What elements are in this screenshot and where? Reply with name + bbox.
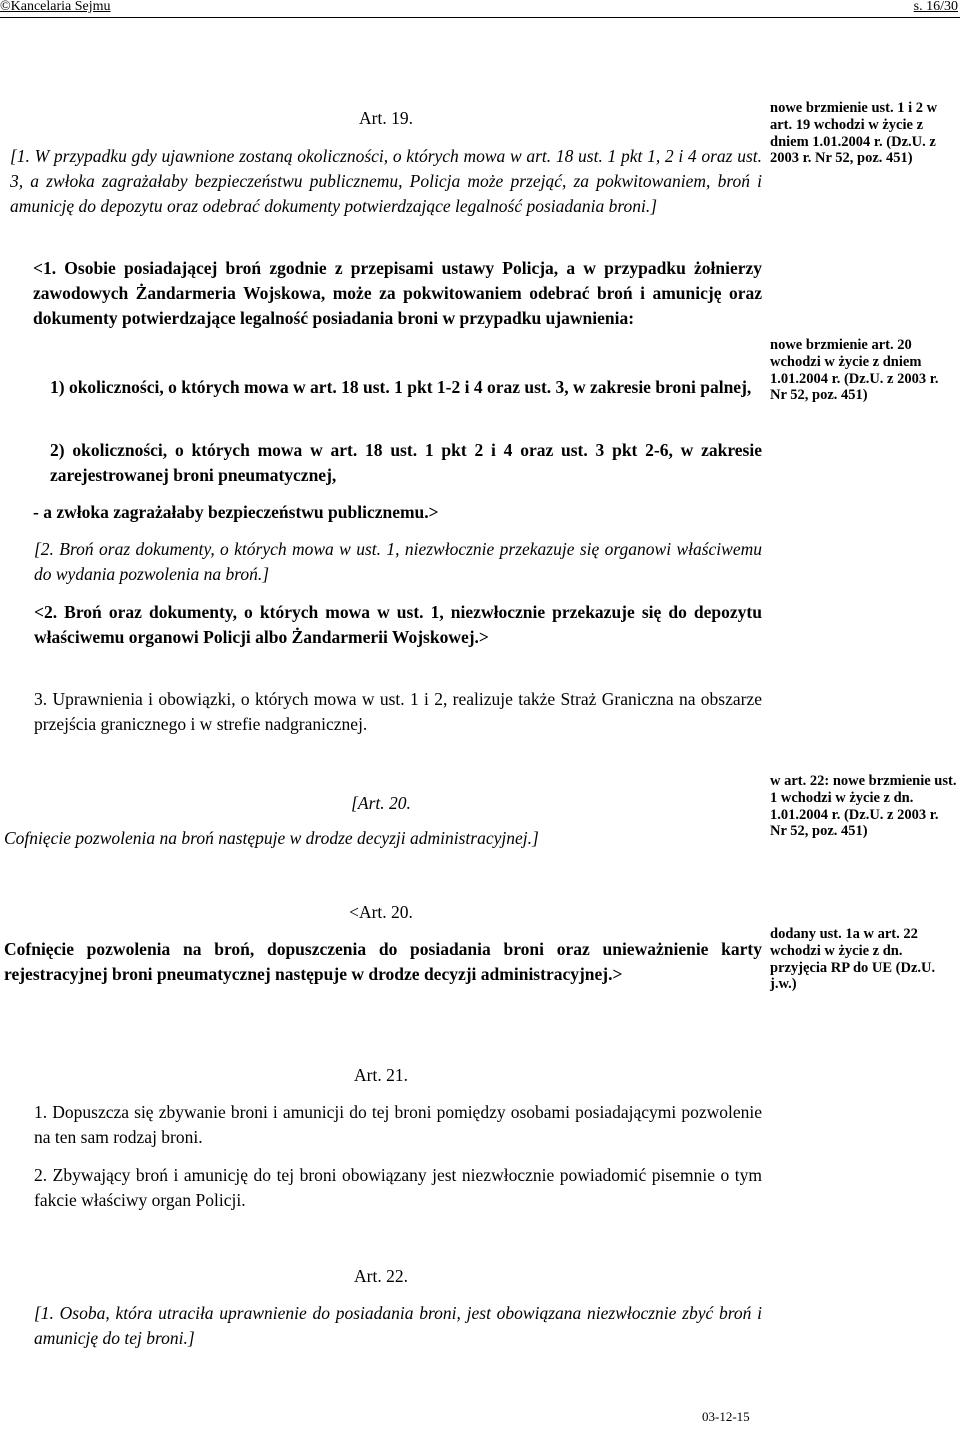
art20-text-new: Cofnięcie pozwolenia na broń, dopuszczenia do posiadania broni oraz unieważnienie karty rejestracyjnej broni pneumatycznej następuje w drodze decyzji administracyjnej.>	[4, 939, 762, 984]
art19-ust1-old: [1. W przypadku gdy ujawnione zostaną okoliczności, o których mowa w art. 18 ust. 1 pkt 1, 2 i 4 oraz ust. 3, a zwłoka zagrażałaby bezpieczeństwu publicznemu, Policja może przejąć, za pokwitowaniem, broń i amunicję do depozytu oraz odebrać dokumenty potwierdzające legalność posiadania broni.]	[10, 146, 762, 216]
art20-heading-new: <Art. 20.	[349, 902, 413, 922]
art19-ust3: 3. Uprawnienia i obowiązki, o których mowa w ust. 1 i 2, realizuje także Straż Graniczna na obszarze przejścia granicznego i w strefie nadgranicznej.	[34, 689, 762, 734]
art19-ust1-end: - a zwłoka zagrażałaby bezpieczeństwu publicznemu.>	[33, 502, 439, 522]
art19-heading: Art. 19.	[359, 108, 413, 128]
art19-ust2-new: <2. Broń oraz dokumenty, o których mowa w ust. 1, niezwłocznie przekazuje się do depozytu właściwemu organowi Policji albo Żandarmerii Wojskowej.>	[34, 602, 762, 647]
footer-date: 03-12-15	[702, 1409, 750, 1424]
art20-text-old: Cofnięcie pozwolenia na broń następuje w drodze decyzji administracyjnej.]	[4, 828, 539, 848]
art19-ust1-new: <1. Osobie posiadającej broń zgodnie z przepisami ustawy Policja, a w przypadku żołnierzy zawodowych Żandarmeria Wojskowa, może za pokwitowaniem odebrać broń i amunicję oraz dokumenty potwierdzające legalność posiadania broni w przypadku ujawnienia:	[33, 258, 762, 328]
header-page-number: s. 16/30	[913, 0, 958, 14]
art20-heading-old: [Art. 20.	[351, 793, 411, 813]
margin-note-art22-ust1: w art. 22: nowe brzmienie ust. 1 wchodzi w życie z dn. 1.01.2004 r. (Dz.U. z 2003 r. Nr 52, poz. 451)	[770, 773, 957, 840]
art19-ust1-pt2: 2) okoliczności, o których mowa w art. 18 ust. 1 pkt 2 i 4 oraz ust. 3 pkt 2-6, w zakresie zarejestrowanej broni pneumatycznej,	[50, 440, 762, 485]
art21-heading: Art. 21.	[354, 1065, 408, 1085]
art21-ust2: 2. Zbywający broń i amunicję do tej broni obowiązany jest niezwłocznie powiadomić pisemnie o tym fakcie właściwy organ Policji.	[34, 1165, 762, 1210]
margin-note-art20: nowe brzmienie art. 20 wchodzi w życie z dniem 1.01.2004 r. (Dz.U. z 2003 r. Nr 52, poz. 451)	[770, 337, 939, 404]
art22-heading: Art. 22.	[354, 1266, 408, 1286]
art19-ust2-old: [2. Broń oraz dokumenty, o których mowa w ust. 1, niezwłocznie przekazuje się organowi właściwemu do wydania pozwolenia na broń.]	[34, 539, 762, 584]
margin-note-art19: nowe brzmienie ust. 1 i 2 w art. 19 wchodzi w życie z dniem 1.01.2004 r. (Dz.U. z 2003 r. Nr 52, poz. 451)	[770, 100, 938, 167]
art21-ust1: 1. Dopuszcza się zbywanie broni i amunicji do tej broni pomiędzy osobami posiadającymi pozwolenie na ten sam rodzaj broni.	[34, 1102, 762, 1147]
margin-note-art22-ust1a: dodany ust. 1a w art. 22 wchodzi w życie z dn. przyjęcia RP do UE (Dz.U. j.w.)	[770, 926, 936, 993]
art19-ust1-pt1: 1) okoliczności, o których mowa w art. 18 ust. 1 pkt 1-2 i 4 oraz ust. 3, w zakresie broni palnej,	[50, 377, 752, 397]
page-header	[0, 0, 960, 18]
header-publisher: ©Kancelaria Sejmu	[0, 0, 111, 14]
art22-ust1-old: [1. Osoba, która utraciła uprawnienie do posiadania broni, jest obowiązana niezwłocznie zbyć broń i amunicję do tej broni.]	[34, 1303, 762, 1348]
